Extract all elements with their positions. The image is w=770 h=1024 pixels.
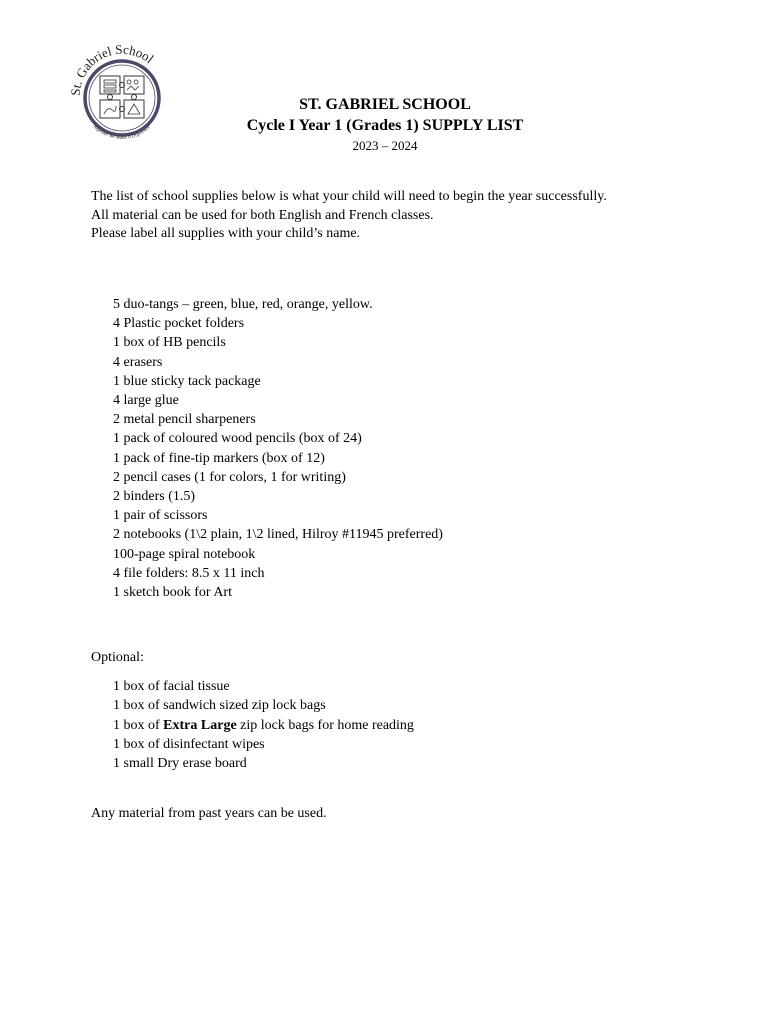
logo-arc-text-bottom: "Together We Make A Difference": [89, 122, 154, 141]
supply-item: 2 notebooks (1\2 plain, 1\2 lined, Hilroy #11945 preferred): [113, 527, 443, 543]
supply-item: 5 duo-tangs – green, blue, red, orange, yellow.: [113, 297, 373, 312]
intro-line: All material can be used for both English and French classes.: [91, 207, 434, 223]
optional-item: 1 small Dry erase board: [113, 756, 247, 772]
optional-item-prefix: 1 box of: [113, 717, 164, 733]
school-name: ST. GABRIEL SCHOOL: [299, 96, 471, 113]
supply-item: 1 box of HB pencils: [113, 335, 226, 351]
optional-item-emphasis: Extra Large: [163, 717, 237, 733]
supply-item: 4 large glue: [113, 393, 179, 409]
supply-list-title: Cycle I Year 1 (Grades 1) SUPPLY LIST: [246, 117, 524, 134]
school-year: 2023 – 2024: [352, 138, 418, 153]
supply-item: 1 blue sticky tack package: [113, 373, 261, 389]
supply-item: 4 Plastic pocket folders: [113, 316, 245, 332]
supply-item: 2 pencil cases (1 for colors, 1 for writing): [113, 469, 346, 485]
supply-item: 2 binders (1.5): [113, 489, 196, 505]
document-header: [0, 94, 770, 155]
supply-item: 2 metal pencil sharpeners: [113, 412, 256, 428]
supply-item: 4 file folders: 8.5 x 11 inch: [113, 565, 265, 581]
supply-item: 1 pack of coloured wood pencils (box of 24): [113, 431, 362, 447]
optional-item: 1 box of disinfectant wipes: [113, 736, 265, 752]
supply-item: 100-page spiral notebook: [113, 546, 256, 562]
supply-item: 1 pair of scissors: [113, 508, 208, 524]
supply-list: [113, 295, 443, 602]
optional-item-suffix: zip lock bags for home reading: [236, 717, 414, 733]
optional-heading: Optional:: [91, 650, 144, 665]
intro-line: Please label all supplies with your child’s name.: [91, 226, 361, 241]
supply-item: 4 erasers: [113, 354, 163, 370]
logo-arc-text-top: St. Gabriel School: [67, 41, 157, 97]
supply-item: 1 sketch book for Art: [113, 585, 232, 601]
optional-item: 1 box of facial tissue: [113, 679, 230, 694]
optional-item: 1 box of sandwich sized zip lock bags: [113, 698, 326, 714]
footer-note: Any material from past years can be used.: [91, 806, 327, 821]
intro-paragraph: [91, 188, 731, 244]
optional-item: [113, 716, 414, 735]
optional-list: [113, 677, 414, 773]
intro-line: The list of school supplies below is what your child will need to begin the year successfully.: [91, 189, 607, 204]
supply-item: 1 pack of fine-tip markers (box of 12): [113, 450, 325, 466]
